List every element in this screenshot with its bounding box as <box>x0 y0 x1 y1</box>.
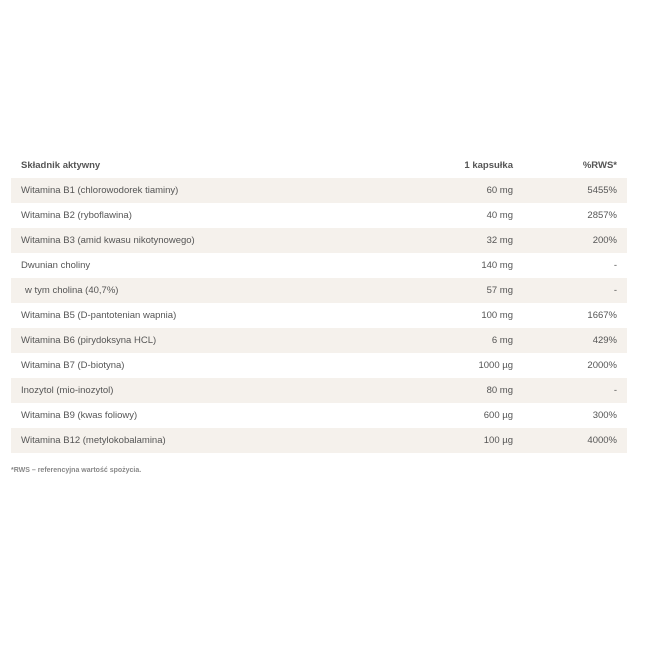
ingredient-name: w tym cholina (40,7%) <box>11 278 341 303</box>
ingredient-amount: 140 mg <box>481 260 513 271</box>
ingredient-name: Witamina B6 (pirydoksyna HCL) <box>11 328 341 353</box>
ingredient-rws: - <box>613 260 617 271</box>
header-rws: %RWS* <box>582 160 617 171</box>
ingredient-rws: 4000% <box>513 428 627 453</box>
table-row <box>11 203 627 228</box>
ingredient-amount: 100 mg <box>481 310 513 321</box>
ingredient-name: Witamina B12 (metylokobalamina) <box>11 428 341 453</box>
table-row <box>11 428 627 453</box>
ingredient-amount: 80 mg <box>341 378 513 403</box>
table-row <box>11 353 627 378</box>
ingredient-rws: 1667% <box>587 310 617 321</box>
table-row <box>11 278 627 303</box>
table-row <box>11 253 627 278</box>
table-row <box>11 403 627 428</box>
ingredient-amount: 60 mg <box>341 178 513 203</box>
ingredient-rws: - <box>513 278 627 303</box>
ingredient-rws: 300% <box>592 410 617 421</box>
ingredient-name: Witamina B9 (kwas foliowy) <box>21 410 138 421</box>
ingredient-name: Witamina B7 (D-biotyna) <box>21 360 125 371</box>
table-header-row <box>11 153 627 178</box>
ingredient-name: Witamina B3 (amid kwasu nikotynowego) <box>11 228 341 253</box>
table-row <box>11 228 627 253</box>
ingredient-rws: 2000% <box>587 360 617 371</box>
table-row <box>11 178 627 203</box>
ingredient-rws: 2857% <box>587 210 617 221</box>
table-row <box>11 303 627 328</box>
ingredient-name: Inozytol (mio-inozytol) <box>11 378 341 403</box>
ingredient-amount: 40 mg <box>486 210 513 221</box>
ingredient-rws: 5455% <box>513 178 627 203</box>
table-row <box>11 378 627 403</box>
ingredient-amount: 6 mg <box>341 328 513 353</box>
ingredient-amount: 1000 µg <box>478 360 513 371</box>
ingredient-rws: 429% <box>513 328 627 353</box>
nutrition-table-container <box>11 153 627 453</box>
ingredient-amount: 32 mg <box>341 228 513 253</box>
ingredient-name: Witamina B2 (ryboflawina) <box>21 210 132 221</box>
header-ingredient: Składnik aktywny <box>21 160 101 171</box>
nutrition-table <box>11 153 627 453</box>
rws-footnote: *RWS – referencyjna wartość spożycia. <box>11 467 142 474</box>
ingredient-name: Dwunian choliny <box>21 260 91 271</box>
ingredient-rws: 200% <box>513 228 627 253</box>
table-row <box>11 328 627 353</box>
ingredient-amount: 57 mg <box>341 278 513 303</box>
ingredient-name: Witamina B5 (D-pantotenian wapnia) <box>21 310 177 321</box>
ingredient-rws: - <box>513 378 627 403</box>
ingredient-name: Witamina B1 (chlorowodorek tiaminy) <box>11 178 341 203</box>
ingredient-amount: 600 µg <box>483 410 513 421</box>
header-amount: 1 kapsułka <box>464 160 513 171</box>
ingredient-amount: 100 µg <box>341 428 513 453</box>
